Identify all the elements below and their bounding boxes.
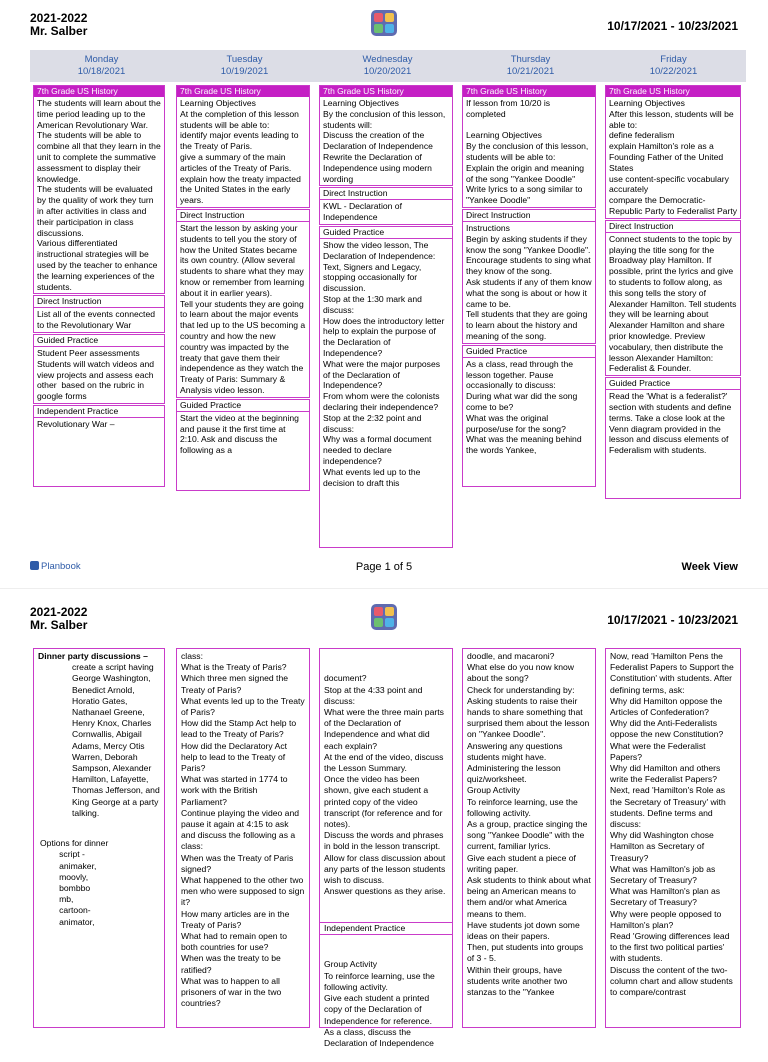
school-year: 2021-2022	[30, 605, 88, 619]
section-text: Read the 'What is a federalist?' section with students and define terms. Take a close look at the Venn diagram provided in the lesson and discuss elements of Federalism with students.	[609, 391, 734, 456]
section-text: Revolutionary War –	[37, 418, 115, 429]
day-header-row	[30, 50, 746, 82]
date-range: 10/17/2021 - 10/23/2021	[607, 613, 738, 627]
continued-text: doodle, and macaroni? What else do you now know about the song? Check for understanding by: Asking students to raise their hands to share something that surprised them about the lesson on "Yankee Doodle". Answering any questions students might have. Administering the lesson quiz/worksheet. Group Activity To reinforce learning, use the following activity. As a group, practice singing the song "Yankee Doodle" with the current, familiar lyrics. Give each student a piece of writing paper. Ask students to think about what being an American means to them and/or what America means to them. Have students jot down some ideas on their papers. Then, put students into groups of 3 - 5. Within their groups, have students write another two stanzas to the "Yankee	[467, 651, 591, 998]
tuesday-continued[interactable]	[176, 648, 310, 1028]
day-wednesday[interactable]: Wednesday 10/20/2021	[362, 54, 413, 77]
section-text: As a class, read through the lesson together. Pause occasionally to discuss: During what war did the song come to be? What was the original purpose/use for the song? What was the meaning behind the words Yankee,	[466, 358, 582, 456]
activity-text: create a script having George Washington, Benedict Arnold, Horatio Gates, Nathanael Greene, Henry Knox, Charles Cornwallis, Abigail Adams, Mercy Otis Warren, Deborah Sampson, Alexander Hamilton, Lafayette, Thomas Jefferson, and King George at a party talking.	[72, 662, 163, 818]
wednesday-column	[319, 85, 453, 533]
lesson-text: Learning Objectives By the conclusion of this lesson, students will: Discuss the creation of the Declaration of Independence Rewrite the Declaration of Independence using modern wording	[323, 98, 446, 184]
guided-practice-box[interactable]	[319, 226, 453, 548]
school-year: 2021-2022	[30, 11, 88, 25]
activity-title: Dinner party discussions –	[38, 651, 148, 661]
lesson-text: Learning Objectives After this lesson, students will be able to: define federalism explain Hamilton's role as a Founding Father of the United States use content-specific vocabulary accurately compare the Democratic-Republic Party to Federalist Party	[609, 98, 738, 216]
view-label: Week View	[681, 561, 738, 573]
section-title: Independent Practice	[320, 922, 452, 935]
section-title: Guided Practice	[177, 400, 309, 412]
tuesday-column	[176, 85, 310, 533]
section-text: KWL - Declaration of Independence	[323, 201, 405, 223]
direct-instruction-box[interactable]	[605, 220, 741, 376]
guided-practice-box[interactable]	[605, 377, 741, 499]
section-title: Direct Instruction	[34, 296, 164, 308]
section-text: Student Peer assessments Students will watch videos and view projects and assess each other based on the rubric in google forms	[37, 347, 155, 402]
wednesday-continued[interactable]	[319, 648, 453, 1048]
monday-column	[33, 85, 165, 533]
lesson-box[interactable]	[462, 85, 596, 208]
page-number: Page 1 of 5	[355, 561, 413, 573]
continued-text: document? Stop at the 4:33 point and discuss: What were the three main parts of the Declaration of Independence and what did each explain? At the end of the video, discuss the Lesson Summary. Once the video has been shown, give each student a printed copy of the video transcript (for reference and for notes). Discuss the words and phrases in bold in the lesson transcript. Allow for class discussion about any parts of the lesson students wish to discuss. Answer questions as they arise.	[324, 673, 446, 897]
direct-instruction-box[interactable]	[319, 187, 453, 225]
continued-text: Now, read 'Hamilton Pens the Federalist Papers to Support the Constitution' with students. After defining terms, ask: Why did Hamilton oppose the Articles of Confederation? Why did the Anti-Federalists oppose the new Constitution? What were the Federalist Papers? Why did Hamilton and others write the Federalist Papers? Next, read 'Hamilton's Role as the Secretary of Treasury' with students. Define terms and discuss: Why did Washington chose Hamilton as Secretary of Treasury? What was Hamilton's job as Secretary of Treasury? What was Hamilton's plan as Secretary of Treasury? Why were people opposed to Hamilton's plan? Read 'Growing differences lead to the first two political parties' with students. Discuss the content of the two-column chart and allow students to compare/contrast	[610, 651, 734, 998]
lesson-box[interactable]	[319, 85, 453, 186]
day-monday[interactable]: Monday 10/18/2021	[77, 54, 126, 77]
teacher-name: Mr. Salber	[30, 618, 88, 632]
section-title: Independent Practice	[34, 406, 164, 418]
section-text: Start the lesson by asking your students to tell you the story of how the United States became its own country. (Allow several students to share what they may know or remember from learning about it in earlier years). Tell your students they are going to learn about the major events that led up to the US becoming a country and how the new country was impacted by the treaty that gave them their independence as they watch the Treaty of Paris: Summary & Analysis video lesson.	[180, 222, 306, 395]
planbook-link[interactable]: Planbook	[30, 561, 81, 572]
planbook-logo-icon	[371, 10, 397, 36]
section-title: Guided Practice	[606, 378, 740, 390]
teacher-name: Mr. Salber	[30, 24, 88, 38]
page2-header	[0, 598, 768, 648]
lesson-box[interactable]	[176, 85, 310, 208]
section-title: Direct Instruction	[177, 210, 309, 222]
lesson-box[interactable]	[33, 85, 165, 294]
section-title: Direct Instruction	[320, 188, 452, 200]
thursday-column	[462, 85, 596, 533]
continued-text: class: What is the Treaty of Paris? Which three men signed the Treaty of Paris? What events led up to the Treaty of Paris? How did the Stamp Act help to lead to the Treaty of Paris? How did the Declaratory Act help to lead to the Treaty of Paris? What was started in 1774 to work with the British Parliament? Continue playing the video and pause it again at 4:15 to ask and discuss the following as a class: When was the Treaty of Paris signed? What happened to the other two men who were supposed to sign it? How many articles are in the Treaty of Paris? What had to remain open to both countries for use? When was the treaty to be ratified? What was to happen to all prisoners of war in the two countries?	[181, 651, 305, 1009]
direct-instruction-box[interactable]	[462, 209, 596, 344]
page-divider	[0, 588, 768, 589]
section-title: Guided Practice	[34, 335, 164, 347]
guided-practice-box[interactable]	[33, 334, 165, 404]
direct-instruction-box[interactable]	[33, 295, 165, 333]
section-text: List all of the events connected to the Revolutionary War	[37, 309, 158, 331]
day-thursday[interactable]: Thursday 10/21/2021	[506, 54, 555, 77]
page1-header	[0, 0, 768, 50]
independent-practice-box[interactable]	[33, 405, 165, 487]
thursday-continued[interactable]	[462, 648, 596, 1028]
section-text: Connect students to the topic by playing the title song for the Broadway play Hamilton. If possible, print the lyrics and give to students to follow along, as this song tells the story of Alexander Hamilton. Tell students they will be learning about Alexander Hamilton and share prior knowledge. Preview vocabulary, then distribute the lesson Alexander Hamilton: Federalist & Founder.	[609, 233, 739, 374]
options-text: Options for dinner script - animaker, moovly, bombbo mb, cartoon- animator,	[40, 838, 109, 927]
section-title: Guided Practice	[463, 346, 595, 358]
day-friday[interactable]: Friday 10/22/2021	[649, 54, 698, 77]
direct-instruction-box[interactable]	[176, 209, 310, 398]
section-title: Guided Practice	[320, 227, 452, 239]
section-text: Group Activity To reinforce learning, use the following activity. Give each student a printed copy of the Declaration of Independence for reference. As a class, discuss the Declaration of Independence	[324, 959, 435, 1048]
guided-practice-box[interactable]	[462, 345, 596, 487]
section-title: Direct Instruction	[463, 210, 595, 222]
course-label: 7th Grade US History	[463, 86, 595, 97]
course-label: 7th Grade US History	[177, 86, 309, 97]
friday-continued[interactable]	[605, 648, 741, 1028]
guided-practice-box[interactable]	[176, 399, 310, 491]
section-text: Start the video at the beginning and pause it the first time at 2:10. Ask and discuss the following as a	[180, 412, 302, 456]
lesson-text: Learning Objectives At the completion of this lesson students will be able to: identify major events leading to the Treaty of Paris. give a summary of the main articles of the Treaty of Paris. explain how the treaty impacted the United States in the early years.	[180, 98, 301, 206]
course-label: 7th Grade US History	[320, 86, 452, 97]
monday-continued[interactable]	[33, 648, 165, 1028]
section-text: Instructions Begin by asking students if they know the song "Yankee Doodle". Encourage students to sing what they know of the song. Ask students if any of them know what the song is about or how it came to be. Tell students that they are going to learn about the history and meaning of the song.	[466, 222, 592, 341]
lesson-box[interactable]	[605, 85, 741, 219]
section-text: Show the video lesson, The Declaration of Independence: Text, Signers and Legacy, stopping occasionally for discussion. Stop at the 1:30 mark and discuss: How does the introductory letter help to explain the purpose of the Declaration of Independence? What were the major purposes of the Declaration of Independence? From whom were the colonists declaring their independence? Stop at the 2:32 point and discuss: Why was a formal document needed to declare independence? What events led up to the decision to draft this	[323, 239, 445, 488]
friday-column	[605, 85, 741, 533]
page-footer	[0, 558, 768, 578]
date-range: 10/17/2021 - 10/23/2021	[607, 19, 738, 33]
course-label: 7th Grade US History	[606, 86, 740, 97]
lesson-text: If lesson from 10/20 is completed Learning Objectives By the conclusion of this lesson, students will be able to: Explain the origin and meaning of the song "Yankee Doodle" Write lyrics to a song similar to "Yankee Doodle"	[466, 98, 589, 206]
planbook-logo-icon	[371, 604, 397, 630]
course-label: 7th Grade US History	[34, 86, 164, 97]
lesson-text: The students will learn about the time period leading up to the American Revolutionary War. The students will be able to combine all that they learn in the unit to complete the summative assessment to display their knowledge. The students will be evaluated by the quality of work they turn in after activities in class and their participation in class discussions. Various differentiated instructional strategies will be used by the teacher to enhance the learning experiences of the students.	[37, 98, 161, 292]
day-tuesday[interactable]: Tuesday 10/19/2021	[220, 54, 269, 77]
section-title: Direct Instruction	[606, 221, 740, 233]
